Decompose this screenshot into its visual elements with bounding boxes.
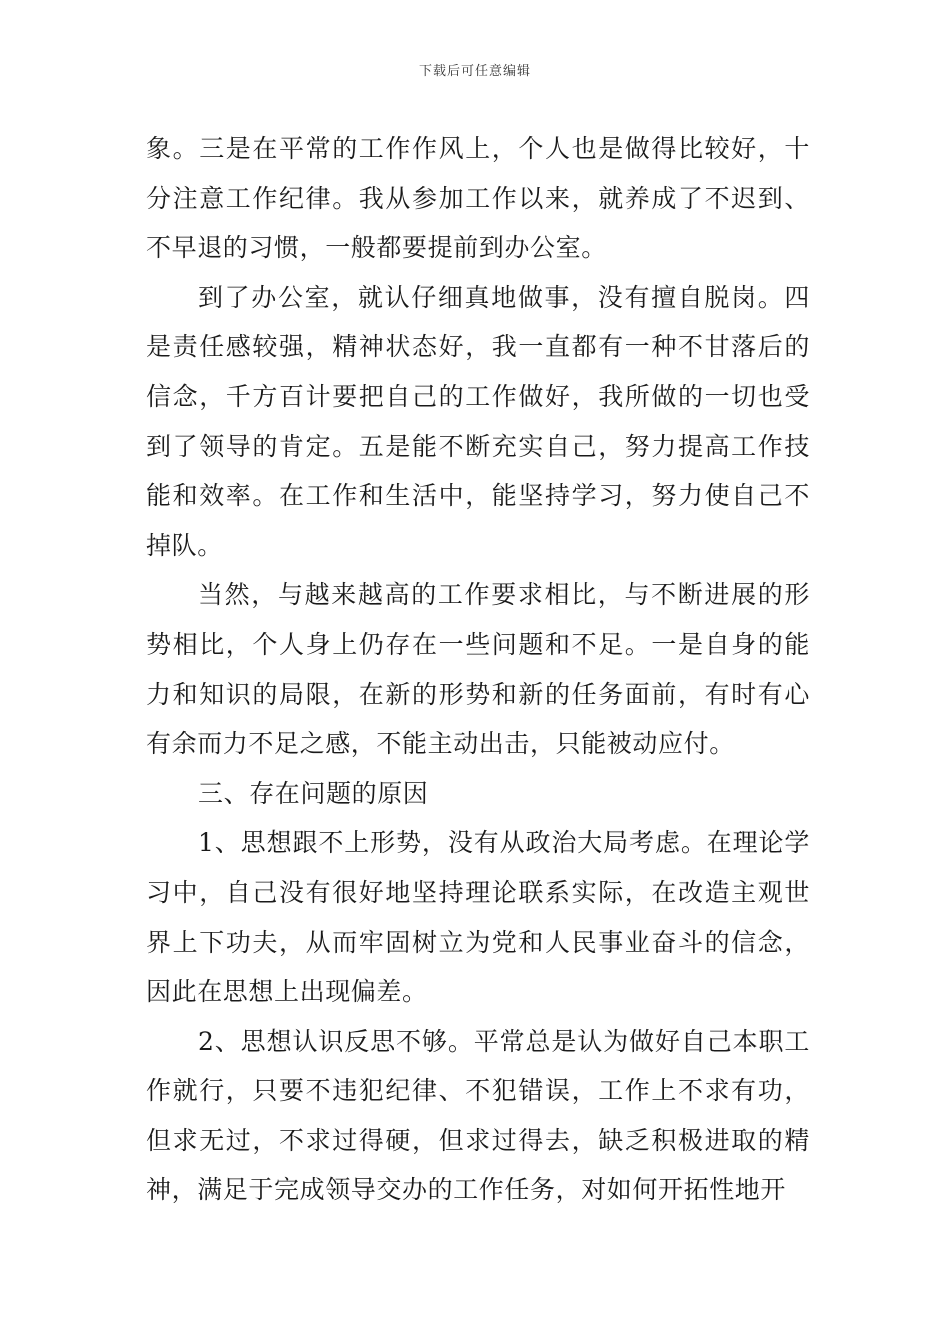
paragraph-cause-2: 2、思想认识反思不够。平常总是认为做好自己本职工作就行，只要不违犯纪律、不犯错误，工作上不求有功，但求无过，不求过得硬，但求过得去，缺乏积极进取的精神，满足于完成领导交办的工作任务，对如何开拓性地开 [146,1026,810,1205]
paragraph-continuation: 象。三是在平常的工作作风上，个人也是做得比较好，十分注意工作纪律。我从参加工作以来，就养成了不迟到、不早退的习惯，一般都要提前到办公室。 [146,134,810,263]
paragraph-responsibility: 到了办公室，就认仔细真地做事，没有擅自脱岗。四是责任感较强，精神状态好，我一直都有一种不甘落后的信念，千方百计要把自己的工作做好，我所做的一切也受到了领导的肯定。五是能不断充实自己，努力提高工作技能和效率。在工作和生活中，能坚持学习，努力使自己不掉队。 [146,282,810,560]
page-header: 下载后可任意编辑 [418,64,531,79]
paragraph-shortcomings: 当然，与越来越高的工作要求相比，与不断进展的形势相比，个人身上仍存在一些问题和不足。一是自身的能力和知识的局限，在新的形势和新的任务面前，有时有心有余而力不足之感，不能主动出击，只能被动应付。 [146,580,810,759]
document-body [146,124,810,1215]
section-heading-causes: 三、存在问题的原因 [198,778,429,808]
paragraph-cause-1: 1、思想跟不上形势，没有从政治大局考虑。在理论学习中，自己没有很好地坚持理论联系实际，在改造主观世界上下功夫，从而牢固树立为党和人民事业奋斗的信念，因此在思想上出现偏差。 [146,828,810,1007]
